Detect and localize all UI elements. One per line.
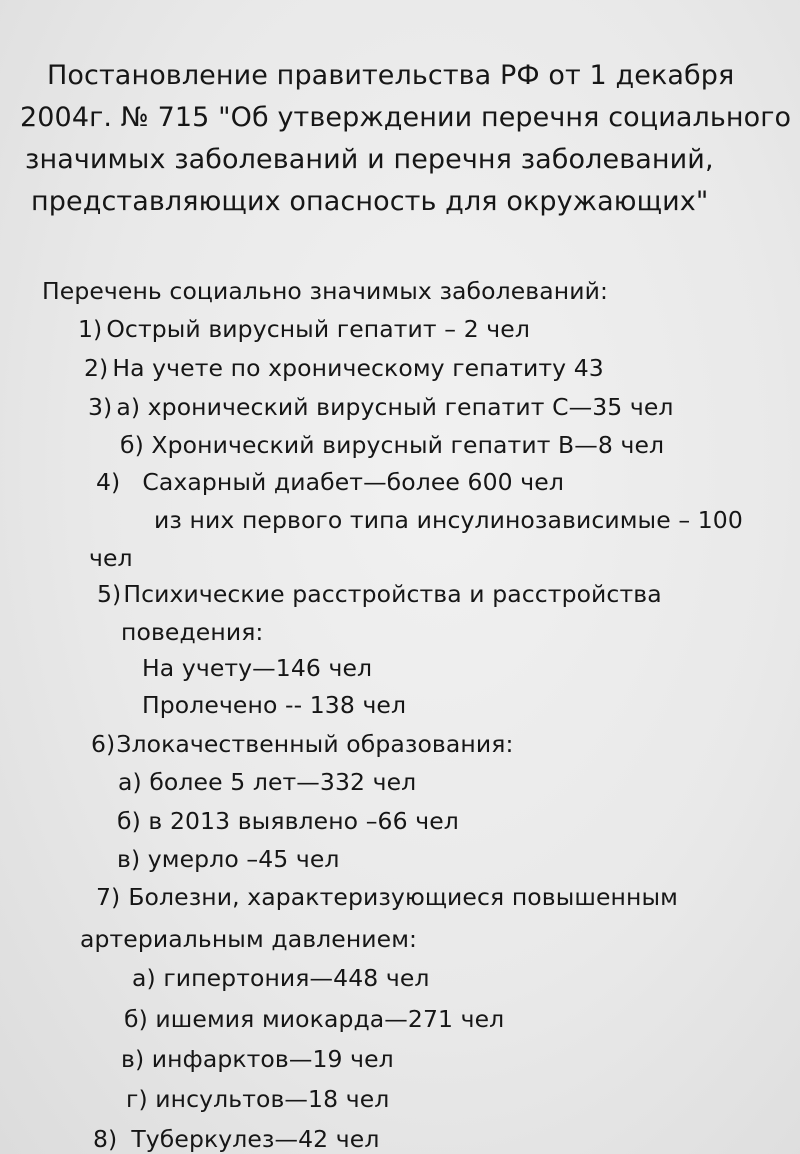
list-item-7 xyxy=(96,883,678,911)
list-item-6a: а) более 5 лет—332 чел xyxy=(118,768,417,796)
list-item-number: 1) xyxy=(78,315,103,343)
list-heading: Перечень социально значимых заболеваний: xyxy=(42,277,608,305)
list-item-5-continued: поведения: xyxy=(121,618,264,646)
list-item-3b: б) Хронический вирусный гепатит В—8 чел xyxy=(120,431,665,459)
list-item-7b: б) ишемия миокарда—271 чел xyxy=(124,1005,505,1033)
list-item-6b: б) в 2013 выявлено –66 чел xyxy=(117,807,459,835)
document-title-line-1: Постановление правительства РФ от 1 декабря xyxy=(47,60,735,91)
list-item-4-sub-continued: чел xyxy=(89,544,133,572)
list-item-3a xyxy=(88,393,674,421)
list-item-number: 2) xyxy=(84,354,109,382)
list-item-text: Острый вирусный гепатит – 2 чел xyxy=(106,315,530,343)
document-title-line-3: значимых заболеваний и перечня заболеваний, xyxy=(25,144,714,175)
list-item-7-continued: артериальным давлением: xyxy=(80,925,418,953)
list-item-text: Туберкулез—42 чел xyxy=(131,1125,380,1153)
list-item-number: 4) xyxy=(96,468,121,496)
list-item-8 xyxy=(93,1125,380,1153)
list-item-number: 3) xyxy=(88,393,113,421)
list-item-6c: в) умерло –45 чел xyxy=(117,845,340,873)
list-item-7c: в) инфарктов—19 чел xyxy=(121,1045,394,1073)
list-item-2 xyxy=(84,354,604,382)
list-item-7d: г) инсультов—18 чел xyxy=(126,1085,390,1113)
document-title-line-2: 2004г. № 715 "Об утверждении перечня социального xyxy=(20,102,792,133)
list-item-5-registered: На учету—146 чел xyxy=(142,654,373,682)
list-item-5-treated: Пролечено -- 138 чел xyxy=(142,691,407,719)
list-item-text: Злокачественный образования: xyxy=(116,730,514,758)
list-item-number: 8) xyxy=(93,1125,118,1153)
list-item-6 xyxy=(91,730,514,758)
document-title-line-4: представляющих опасность для окружающих" xyxy=(31,186,709,217)
list-item-text: Сахарный диабет—более 600 чел xyxy=(142,468,564,496)
list-item-number: 6) xyxy=(91,730,116,758)
list-item-4-sub: из них первого типа инсулинозависимые – 100 xyxy=(154,506,743,534)
list-item-text: Болезни, характеризующиеся повышенным xyxy=(128,883,678,911)
list-item-number: 7) xyxy=(96,883,121,911)
list-item-text: Психические расстройства и расстройства xyxy=(123,580,662,608)
list-item-5 xyxy=(97,580,662,608)
list-item-4 xyxy=(96,468,564,496)
list-item-text: а) хронический вирусный гепатит С—35 чел xyxy=(116,393,674,421)
list-item-number: 5) xyxy=(97,580,122,608)
list-item-1 xyxy=(78,315,530,343)
list-item-text: На учете по хроническому гепатиту 43 xyxy=(112,354,604,382)
list-item-7a: а) гипертония—448 чел xyxy=(132,964,430,992)
